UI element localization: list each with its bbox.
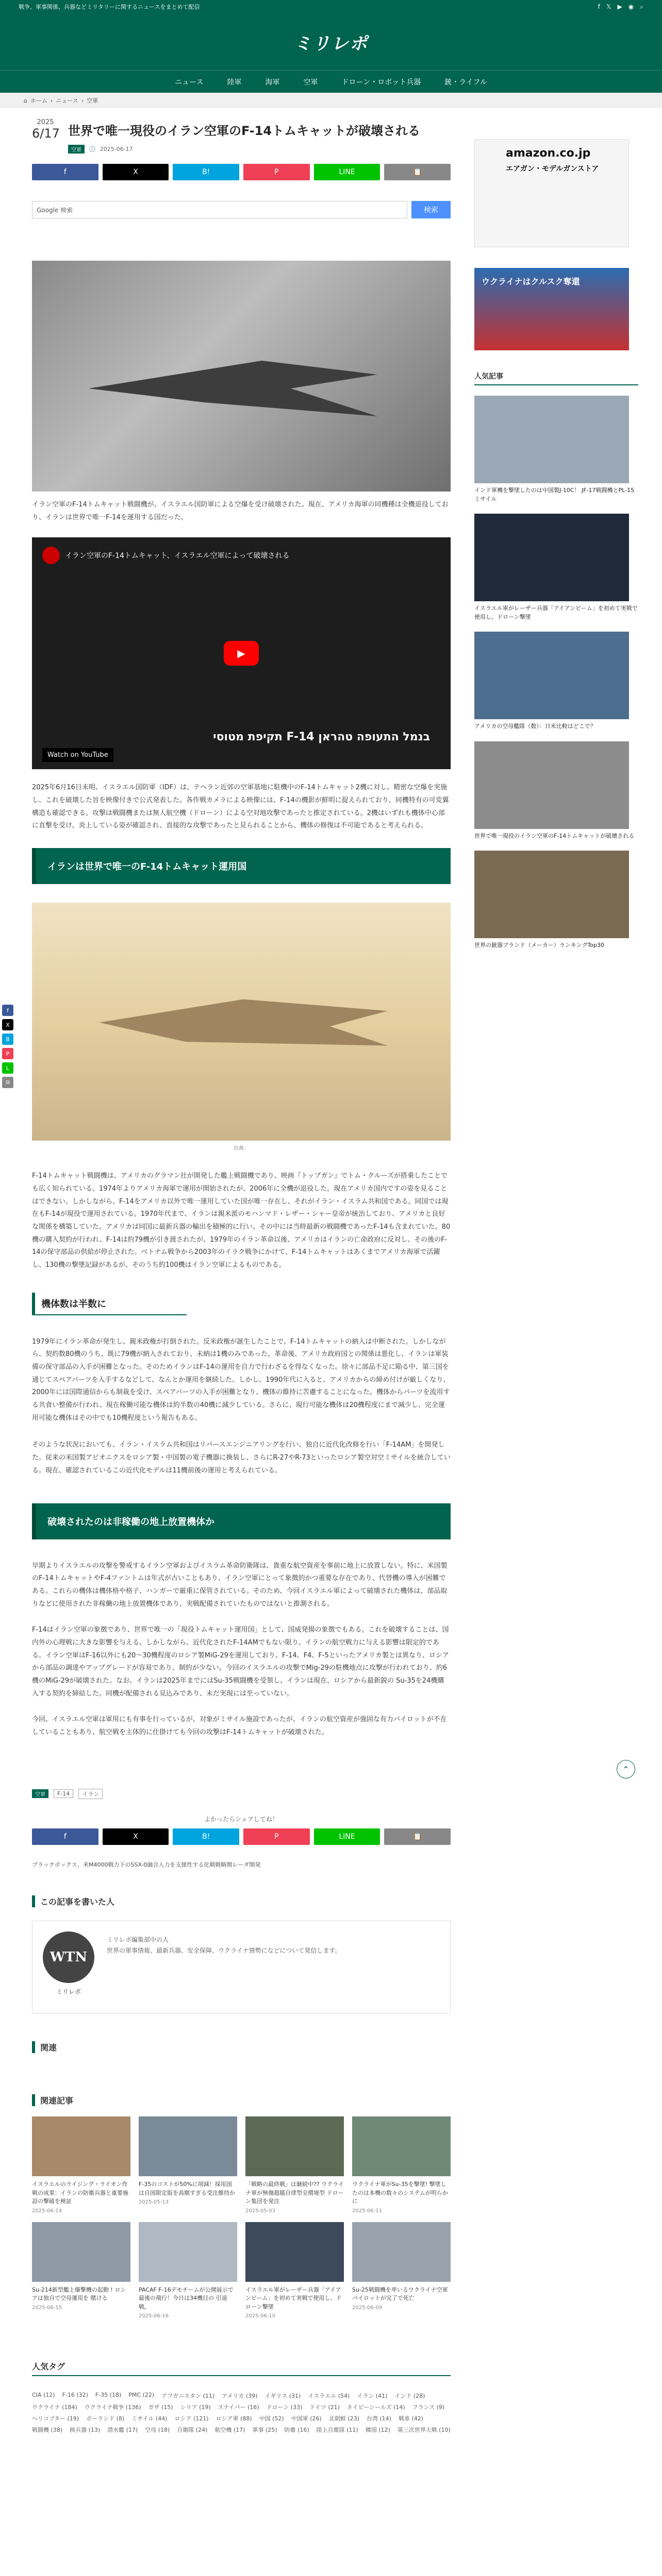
youtube-icon[interactable]: ▶ [617, 3, 622, 10]
search-input[interactable]: Google 検索 [32, 201, 407, 218]
share-prompt: よかったらシェアしてね！ [204, 1815, 278, 1823]
related-card[interactable] [245, 2116, 344, 2214]
related-card[interactable] [352, 2222, 451, 2319]
related-date: 2025-06-10 [245, 2313, 276, 2319]
article-photo [32, 903, 451, 1141]
watch-on-youtube-button[interactable]: Watch on YouTube [42, 748, 113, 762]
share-x-button[interactable]: X [103, 1828, 169, 1845]
paragraph-5: そのような状況においても、イラン・イスラム共和国はリバースエンジニアリングを行い、独自に近代化改修を行い「F-14AM」を開発した。従来の米国製アビオニクスをロシア製・中国製の電子機器に換装し、さらにR-27やR-73といったロシア製空対空ミサイルを統合している。現在、確認されているこの近代化モデルは11機前後の運用と考えられている。 [32, 1441, 451, 1475]
related-grid [32, 2116, 451, 2319]
popular-tag[interactable]: イスラエル (54) [308, 2393, 350, 2400]
related-thumb [352, 2116, 451, 2176]
related-heading: 関連 [32, 2041, 451, 2053]
channel-avatar [42, 547, 60, 564]
ad-text: エアガン・モデルガンストア [506, 165, 599, 173]
updated-date: 2025-06-17 [100, 146, 133, 152]
video-title-row [42, 547, 290, 564]
tag-item[interactable]: F-14 [54, 1789, 73, 1798]
copy-icon[interactable]: ⧉ [2, 1077, 13, 1088]
paragraph-8: 今回、イスラエル空軍は軍用にも有事を行っているが、対象がミサイル施設であったが、イランの航空資産が強固な有力パイロットが不在していることもあり、航空戦を主体的に仕掛けても今回の攻撃はF-14トムキャットが破壊された。 [32, 1716, 447, 1737]
youtube-embed[interactable] [32, 537, 451, 769]
related-date: 2025-06-09 [352, 2304, 383, 2311]
copy-link-button[interactable]: 📋 [384, 164, 451, 180]
popular-thumb [474, 514, 629, 601]
related-card[interactable] [139, 2116, 237, 2214]
category-badge[interactable]: 空軍 [68, 145, 85, 154]
prev-article-text[interactable]: ブラックボックス、米M4000戦力下のSSX-0融合入力を支援性する化戦戦略開レーダ開発 [32, 1861, 261, 1868]
related-title[interactable]: Su-214新型艦上爆撃機の起動 ! ロシアは独自で空母運用を 賭ける [32, 2286, 126, 2302]
page-title: 世界で唯一現役のイラン空軍のF-14トムキャットが破壊される [68, 124, 421, 138]
paragraph-2: 2025年6月16日未明、イスラエル国防軍（IDF）は、テヘラン近郊の空軍基地に駐機中のF-14トムキャット2機に対し、精密な空爆を実施し、これを破壊した旨を映像付きで公式発表した。各作戦カメラによる映像には、F-14の機影が鮮明に捉えられており、同機特有の可変翼構造も確認できる。攻撃は戦闘機または無人航空機（ドローン）による空対地攻撃であったと推定されている。2機はいずれも機体中心部に直撃を受け、炎上している姿が確認され、直接的な攻撃であったと見られることから、機体の修復は不可能であると考えられる。 [32, 784, 449, 830]
facebook-icon[interactable]: f [598, 3, 600, 10]
related-card[interactable] [245, 2222, 344, 2319]
related-title[interactable]: 「戦略の最終戦」は継続中?? ウクライナ軍が無傷超越自律型全環境型 ドローン集団を発注 [245, 2181, 344, 2205]
writer-avatar: WTN [43, 1931, 94, 1983]
related-thumb [139, 2116, 237, 2176]
related-date: 2025-06-14 [32, 2208, 62, 2214]
nav-drone[interactable]: ドローン・ロボット兵器 [341, 78, 421, 87]
home-icon: ⌂ [24, 97, 27, 104]
hero-image [32, 261, 451, 492]
related-thumb [32, 2222, 130, 2282]
x-icon[interactable]: 𝕏 [606, 3, 611, 10]
popular-tag[interactable]: 自衛隊 (24) [177, 2427, 208, 2434]
popular-item[interactable] [474, 741, 638, 841]
promo-text: ウクライナはクルスク奪還 [482, 277, 580, 286]
popular-tag[interactable]: ウクライナ戦争 (136) [84, 2404, 141, 2411]
rss-icon[interactable]: ◉ [628, 3, 634, 10]
google-search [32, 201, 451, 218]
popular-tag[interactable]: 空母 (18) [145, 2427, 170, 2434]
popular-title[interactable]: アメリカの空母艦隊（数）：日米比較はどこで？ [474, 723, 596, 730]
popular-tag[interactable]: 陸上自衛隊 (11) [316, 2427, 358, 2434]
related-title[interactable]: ウクライナ軍がSu-35を撃墜! 撃墜したのは本機の数々のシステムが明らかに [352, 2181, 448, 2205]
popular-thumb [474, 741, 629, 829]
related-thumb [352, 2222, 451, 2282]
popular-tag[interactable]: ミサイル (44) [131, 2415, 168, 2422]
article-meta [68, 145, 459, 154]
related-date: 2025-06-15 [32, 2304, 62, 2311]
popular-item[interactable] [474, 632, 638, 731]
line-icon[interactable]: L [2, 1062, 13, 1074]
nav-guns[interactable]: 銃・ライフル [444, 78, 487, 87]
article-main [24, 108, 459, 2434]
search-button[interactable]: 検索 [411, 201, 451, 218]
top-bar [0, 0, 662, 13]
share-hatena-button[interactable]: B! [173, 1828, 239, 1845]
paragraph-6: 早期よりイスラエルの攻撃を警戒するイラン空軍およびイスラム革命防衛隊は、貴重な航空資産を事前に地上に放置しない。特に、米国製のF-14トムキャットやF-4ファントムは年式が古いこともあり、イラン空軍にとって象徴的かつ重要な存在であり、代替機の導入が困難である。これらの機体は機体格や格子、ハンガーで厳重に保管されている。そのため、今回イスラエル軍によって破壊された機体は、部品取りなどに使用された非稼働の地上放置機体であり、実戦配備されていたものではないと推測される。 [32, 1562, 448, 1608]
popular-tag[interactable]: 中国 (52) [259, 2415, 284, 2422]
related-date: 2025-05-03 [245, 2208, 276, 2214]
popular-tag[interactable]: ドイツ (21) [309, 2404, 340, 2411]
related-card[interactable] [32, 2222, 130, 2319]
popular-heading: 人気記事 [474, 371, 638, 385]
popular-tag[interactable]: 戦車 (42) [398, 2415, 424, 2422]
share-line-button[interactable]: LINE [314, 1828, 380, 1845]
related-articles-heading: 関連記事 [32, 2094, 451, 2106]
popular-tag[interactable]: フランス (9) [412, 2404, 445, 2411]
popular-tag[interactable]: CIA (12) [32, 2392, 55, 2399]
post-day: 6/17 [32, 126, 60, 141]
popular-tag[interactable]: 潜水艦 (17) [107, 2427, 138, 2434]
subsection-heading: 機体数は半数に [32, 1293, 187, 1315]
nav-news[interactable]: ニュース [175, 78, 204, 87]
related-title[interactable]: Su-25戦闘機を率いるウクライナ空軍パイロットが完了で死亡 [352, 2286, 448, 2302]
back-to-top-button[interactable]: ⌃ [617, 1760, 635, 1778]
related-title[interactable]: F-35のコストが50%に削減！採用国は自国限定版を高額すぎる受注維持か [139, 2181, 235, 2196]
popular-tag[interactable]: 第三次世界大戦 (10) [397, 2427, 451, 2434]
global-nav [0, 70, 662, 93]
popular-tag[interactable]: 軍事 (25) [252, 2427, 277, 2434]
nav-airforce[interactable]: 空軍 [303, 78, 318, 87]
breadcrumb-sep: › [81, 97, 84, 104]
jet-silhouette [89, 333, 377, 426]
paragraph-4: 1979年にイラン革命が発生し、親米政権が打倒された。反米政権が誕生したことで、F-14トムキャットの納入は中断された。しかしながら、契約数80機のうち、既に79機が納入されており、未納は1機のみであった。革命後、アメリカ政府国との関係は悪化し、イランは軍装備の保守部品の入手が困難となった。そのためイランはF-14の運用を自力で行わざるを得なくなった。徐々に部品不足に陥る中、第三国を通じてスペアパーツを入手するなどして、なんとか運用を継続した。しかし、1990年代に入ると、アメリカからの締め付けが厳しくなり、2000年には国際通信からも制裁を受け、スペアパーツの入手が困難となり、機体の維持に苦慮することになった。機体からパーツを流用する共食い整備が行われ、現在稼働可能な機体は約半数の40機に減少している。さらに、現行可能な機体は20機程度にまで減少し、完全運用可能な機体はその中でも10機程度という報告もある。 [32, 1337, 450, 1422]
article-tags [32, 1789, 451, 1799]
popular-tag[interactable]: ドローン (33) [266, 2404, 303, 2411]
popular-tag[interactable]: インド (28) [394, 2393, 425, 2400]
site-header [0, 13, 662, 70]
writer-heading: この記事を書いた人 [32, 1895, 451, 1907]
popular-tag[interactable]: イギリス (31) [264, 2393, 301, 2400]
related-date: 2025-06-11 [352, 2208, 383, 2214]
video-caption: תקיפת מטוסי F-14 בנמל התעופה טהראן [213, 731, 430, 744]
hatena-icon[interactable]: B [2, 1033, 13, 1045]
paragraph-3: F-14トムキャット戦闘機は、アメリカのグラマン社が開発した艦上戦闘機であり、映画『トップガン』でトム・クルーズが搭乗したことでも広く知られている。1974年よりアメリカ海軍で運用が開始されたが、2006年に全機が退役した。現在アメリカ国内ですの姿を見ることはできない。しかしながら、F-14をアメリカ以外で唯一運用していた国が唯一存在し、それがイラン・イスラム共和国である。同国では現在もF-14が現役で運用されている。1970年代まで、イランは親米派のモハンマド・レザー・シャー皇帝が統治しており、アメリカと良好な関係を構築していた。アメリカは同国に最新兵器の輸出を積極的に行い、その中には当時最新の戦闘機であったF-14も含まれていた。80機の購入契約が行われ、F-14は約79機が引き渡されたが、1979年のイラン革命以後、アメリカはイランの亡命政府に反対し、その後のF-14の保守部品の供給が停止された。ベトナム戦争から2003年のイラク戦争にかけて、F-14トムキャットはあくまでアメリカ海軍で活躍し、130機の撃墜記録があるが、そのうち約100機はイラン空軍によるものである。 [32, 1172, 451, 1269]
copy-link-button[interactable]: 📋 [384, 1828, 451, 1845]
tag-category[interactable]: 空軍 [32, 1789, 48, 1798]
paragraph-1: イラン空軍のF-14トムキャット戦闘機が、イスラエル国防軍による空爆を受け破壊された。現在、アメリカ海軍の同機種は全機退役しており、イランは世界で唯一F-14を運用する国だった。 [32, 501, 449, 521]
search-icon[interactable]: ⌕ [640, 3, 643, 10]
popular-thumb [474, 851, 629, 938]
popular-tag[interactable]: 台湾 (14) [366, 2415, 391, 2422]
related-date: 2025-05-13 [139, 2199, 169, 2206]
popular-item[interactable] [474, 514, 638, 621]
related-title[interactable]: イスラエル軍がレーザー兵器「アイアンビーム」を初めて実戦で使用し、ドローン撃墜 [245, 2286, 342, 2310]
section-heading: 破壊されたのは非稼働の地上放置機体か [32, 1503, 451, 1539]
related-card[interactable] [139, 2222, 237, 2319]
post-year: 2025 [37, 118, 54, 126]
related-card[interactable] [352, 2116, 451, 2214]
amazon-logo: amazon.co.jp [506, 147, 591, 160]
paragraph-7: F-14はイラン空軍の象徴であり、世界で唯一の「現役トムキャット運用国」として、国威発揚の象徴でもある。これを破壊することは、国内外の心理戦に大きな影響を与える。しかしながら、近代化されたF-14AMでもない限り、イランの航空戦力に与える影響は限定的である。イラン空軍はF-16以外にも20〜30機程度のロシア製MiG-29を運用しており、F-14、F4、F-5といったアメリカ製とは異なり、ロシアから部品の調達やアップグレードが容易であり、制約が少ない。今回のイスラエルの攻撃でMig-29の駐機地点に攻撃が行われており、約6機のMiG-29が破壊された。なお、イランは2025年までにはSu-35戦闘機を受領し、イランは現在、ロシアから最新鋭の Su-35を24機購入する契約を締結した。同機が配備される見込みであり、未だ実現には至っていない。 [32, 1626, 449, 1698]
photo-credit: 出典： [234, 1146, 249, 1152]
video-title: イラン空軍のF-14トムキャット、イスラエル空軍によって破壊される [65, 552, 290, 561]
breadcrumb-category[interactable]: 空軍 [87, 97, 98, 104]
popular-tag[interactable]: ネイビーシールズ (14) [346, 2404, 405, 2411]
popular-tags-heading: 人気タグ [32, 2360, 451, 2376]
popular-tag[interactable]: ヘリコプター (19) [32, 2415, 79, 2422]
popular-tag[interactable]: F-16 (32) [62, 2392, 88, 2399]
writer-avatar-block [43, 1931, 94, 1996]
nav-navy[interactable]: 海軍 [265, 78, 280, 87]
writer-description: ミリレポ編集部中の人 世界の軍事情報、最新兵器、安全保障、ウクライナ情勢になどについて発信します。 [107, 1936, 341, 1954]
writer-name[interactable]: ミリレポ [56, 1988, 81, 1996]
play-icon[interactable]: ▶ [224, 641, 259, 666]
share-x-button[interactable]: X [103, 164, 169, 180]
prev-article-link[interactable] [32, 1860, 451, 1870]
related-date: 2025-06-16 [139, 2313, 169, 2319]
share-bar-top [32, 164, 451, 180]
tag-item[interactable]: イラン [78, 1789, 103, 1799]
share-facebook-button[interactable]: f [32, 1828, 98, 1845]
x-icon[interactable]: X [2, 1019, 13, 1030]
share-pocket-button[interactable]: P [243, 164, 310, 180]
promo-banner[interactable] [474, 268, 629, 350]
section-heading: イランは世界で唯一のF-14トムキャット運用国 [32, 848, 451, 884]
tag-cloud [32, 2392, 451, 2434]
related-thumb [32, 2116, 130, 2176]
related-card[interactable] [32, 2116, 130, 2214]
post-date [32, 118, 59, 141]
sidebar [474, 108, 638, 950]
share-hatena-button[interactable]: B! [173, 164, 239, 180]
popular-title[interactable]: 世界で唯一現役のイラン空軍のF-14トムキャットが破壊される [474, 832, 635, 839]
popular-tag[interactable]: 中国軍 (26) [291, 2415, 322, 2422]
pocket-icon[interactable]: P [2, 1048, 13, 1059]
related-title[interactable]: PACAF F-16デモチームが公開展示で最後の飛行！今日は34機目の 引退戦。 [139, 2286, 234, 2310]
popular-item[interactable] [474, 396, 638, 503]
popular-tag[interactable]: アメリカ (39) [222, 2393, 258, 2400]
popular-tag[interactable]: PMC (22) [128, 2392, 155, 2399]
popular-tag[interactable]: シリア (19) [180, 2404, 211, 2411]
popular-tag[interactable]: F-35 (18) [95, 2392, 122, 2399]
popular-tag[interactable]: ロシア軍 (88) [216, 2415, 252, 2422]
popular-tag[interactable]: 核兵器 (13) [70, 2427, 101, 2434]
amazon-ad-banner[interactable] [474, 139, 629, 247]
popular-title[interactable]: イスラエル軍がレーザー兵器「アイアンビーム」を初めて実戦で使用し、ドローン撃墜 [474, 605, 638, 620]
breadcrumb-sep: › [50, 97, 53, 104]
share-facebook-button[interactable]: f [32, 164, 98, 180]
writer-box [32, 1921, 451, 2013]
popular-tag[interactable]: 北朝鮮 (23) [328, 2415, 359, 2422]
popular-tag[interactable]: ロシア (121) [174, 2415, 209, 2422]
popular-title[interactable]: インド軍機を撃墜したのは中国製J-10C！ JF-17戦闘機とPL-15ミサイル [474, 487, 635, 502]
related-thumb [245, 2222, 344, 2282]
article-header [24, 118, 459, 141]
popular-tag[interactable]: 航空機 (17) [214, 2427, 245, 2434]
site-logo[interactable]: ミリレポ [294, 33, 368, 54]
clock-icon: 🕓 [89, 146, 96, 152]
popular-thumb [474, 396, 629, 483]
popular-tag[interactable]: ウクライナ (184) [32, 2404, 77, 2411]
breadcrumb [0, 93, 662, 108]
related-thumb [245, 2116, 344, 2176]
popular-tag[interactable]: アフガニスタン (11) [161, 2393, 215, 2400]
popular-tag[interactable]: スナイパー (16) [218, 2404, 259, 2411]
related-title[interactable]: イスラエルのライジング・ライオン作戦の成果：イランの防衛兵器と重要施設の撃破を検証 [32, 2181, 128, 2205]
nav-army[interactable]: 陸軍 [227, 78, 242, 87]
popular-tag[interactable]: ポーランド (8) [86, 2415, 125, 2422]
breadcrumb-news[interactable]: ニュース [56, 97, 78, 104]
popular-tag[interactable]: 戦闘機 (38) [32, 2427, 63, 2434]
related-thumb [139, 2222, 237, 2282]
social-icons [598, 3, 643, 11]
share-line-button[interactable]: LINE [314, 164, 380, 180]
popular-thumb [474, 632, 629, 719]
popular-item[interactable] [474, 851, 638, 950]
share-pocket-button[interactable]: P [243, 1828, 310, 1845]
popular-title[interactable]: 世界の銃器ブランド（メーカー）ランキングTop30 [474, 942, 605, 948]
popular-tag[interactable]: 韓国 (12) [365, 2427, 390, 2434]
site-tagline: 戦争、軍事関係、兵器などミリタリーに関するニュースをまとめて配信 [19, 4, 200, 10]
popular-tag[interactable]: イラン (41) [357, 2393, 388, 2400]
jet-silhouette [99, 980, 388, 1057]
breadcrumb-home[interactable]: ホーム [30, 97, 47, 104]
floating-share [2, 1005, 13, 1088]
facebook-icon[interactable]: f [2, 1005, 13, 1016]
share-bar-bottom [32, 1828, 451, 1845]
popular-tag[interactable]: ガザ (15) [148, 2404, 173, 2411]
popular-tag[interactable]: 防衛 (16) [284, 2427, 309, 2434]
